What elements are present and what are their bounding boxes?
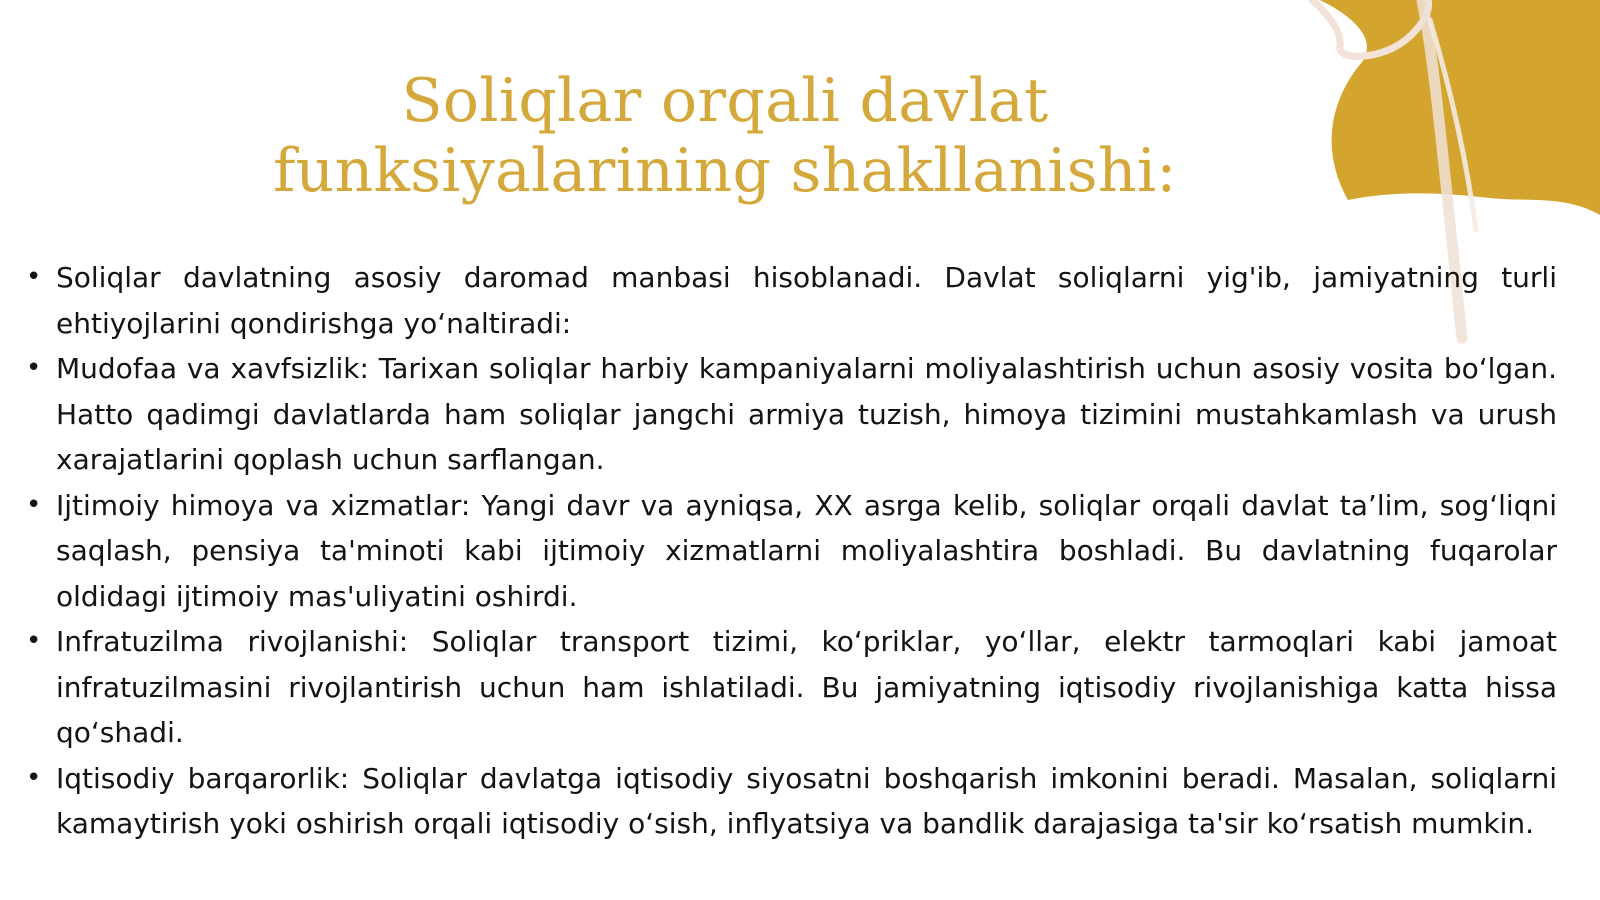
bullet-text: Ijtimoiy himoya va xizmatlar: Yangi davr va ayniqsa, XX asrga kelib, soliqlar orqali davlat ta’lim, sog‘liqni saqlash, pensiya ta'minoti kabi ijtimoiy xizmatlarni moliyalashtira boshladi. Bu davlatning fuqarolar oldidagi ijtimoiy mas'uliyatini oshirdi. [56,488,1557,613]
bullet-text: Soliqlar davlatning asosiy daromad manbasi hisoblanadi. Davlat soliqlarni yig'ib, jamiyatning turli ehtiyojlarini qondirishga yo‘naltiradi: [56,261,1557,340]
list-item [26,619,1557,756]
bullet-icon: • [26,762,42,793]
list-item [26,483,1557,620]
bullet-icon: • [26,353,42,383]
bullet-text: Infratuzilma rivojlanishi: Soliqlar transport tizimi, ko‘priklar, yo‘llar, elektr tarmoqlari kabi jamoat infratuzilmasini rivojlantirish uchun ham ishlatiladi. Bu jamiyatning iqtisodiy rivojlanishiga katta hissa qo‘shadi. [56,625,1557,749]
bullet-icon: • [26,626,42,656]
list-item [26,255,1557,346]
bullet-text: Mudofaa va xavfsizlik: Tarixan soliqlar harbiy kampaniyalarni moliyalashtirish uchun asosiy vosita bo‘lgan. Hatto qadimgi davlatlarda ham soliqlar jangchi armiya tuzish, himoya tizimini mustahkamlash va urush xarajatlarini qoplash uchun sarflangan. [56,352,1557,476]
bullet-icon: • [26,489,42,520]
bullet-icon: • [26,262,42,292]
list-item [26,346,1557,483]
bullet-list [26,255,1557,847]
list-item [26,756,1557,847]
slide-title: Soliqlar orqali davlat funksiyalarining shakllanishi: [273,66,1177,206]
bullet-text: Iqtisodiy barqarorlik: Soliqlar davlatga iqtisodiy siyosatni boshqarish imkonini beradi. Masalan, soliqlarni kamaytirish yoki oshirish orqali iqtisodiy o‘sish, inflyatsiya va bandlik darajasiga ta'sir ko‘rsatish mumkin. [56,761,1557,840]
